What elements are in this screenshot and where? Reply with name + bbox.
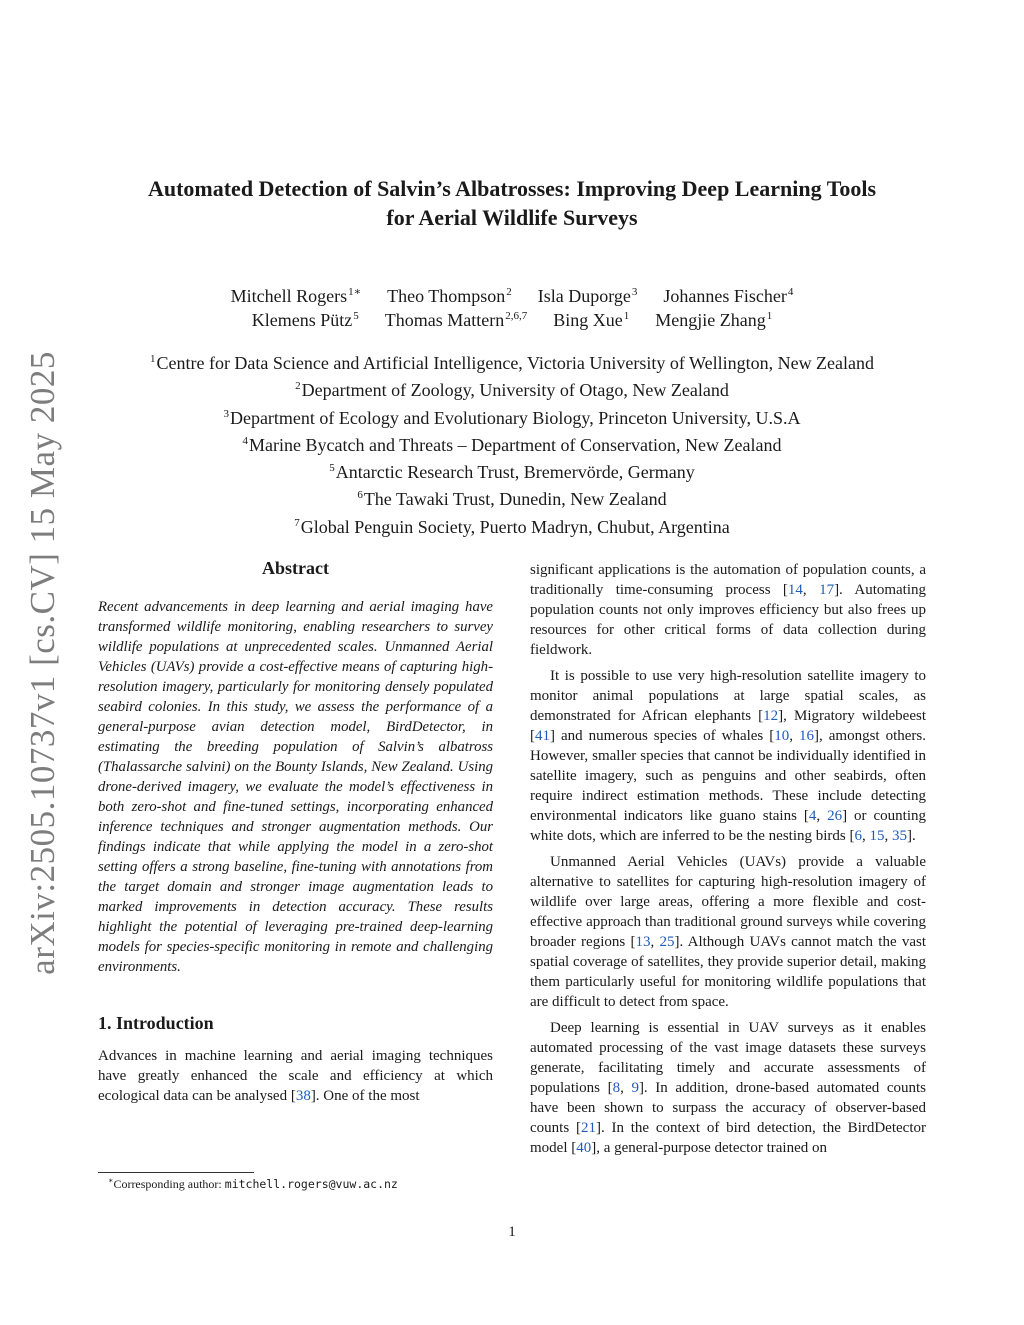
author-row-1 bbox=[60, 280, 964, 304]
paper-title bbox=[60, 174, 964, 232]
citation-link[interactable]: 26 bbox=[827, 808, 843, 824]
citation-link[interactable]: 40 bbox=[576, 1140, 592, 1156]
citation-link[interactable]: 12 bbox=[763, 708, 779, 724]
affiliation: $^3$Department of Ecology and Evolutionary Biology, Princeton University, U.S.A bbox=[223, 407, 801, 428]
author: Bing Xue$^1$ bbox=[553, 310, 630, 330]
author: Isla Duporge$^3$ bbox=[537, 286, 638, 306]
author: Johannes Fischer$^4$ bbox=[663, 286, 794, 306]
author: Mitchell Rogers$^{1∗}$ bbox=[230, 286, 362, 306]
citation-link[interactable]: 16 bbox=[799, 728, 815, 744]
citation-link[interactable]: 21 bbox=[580, 1120, 596, 1136]
citation-link[interactable]: 35 bbox=[892, 828, 907, 844]
author: Mengjie Zhang$^1$ bbox=[655, 310, 773, 330]
left-column bbox=[98, 558, 493, 1112]
author: Theo Thompson$^2$ bbox=[387, 286, 512, 306]
author: Klemens Pütz$^5$ bbox=[251, 310, 359, 330]
body-paragraph: It is possible to use very high-resolution satellite imagery to monitor animal populations at large spatial scales, as demonstrated for African elephants [12], Migratory wildebeest [41] and numerous species of whales [10, 16], amongst others. However, smaller species that cannot be individually identified in satellite imagery, such as penguins and other seabirds, often require indirect estimation methods. These include detecting environmental indicators like guano stains [4, 26] or counting white dots, which are inferred to be the nesting birds [6, 15, 35]. bbox=[530, 668, 927, 844]
author-row-2 bbox=[60, 304, 964, 328]
section-heading-introduction: 1. Introduction bbox=[98, 1013, 214, 1033]
affiliation: $^7$Global Penguin Society, Puerto Madryn, Chubut, Argentina bbox=[294, 516, 730, 537]
author-list bbox=[60, 280, 964, 328]
author: Thomas Mattern$^{2,6,7}$ bbox=[384, 310, 528, 330]
intro-paragraph: Advances in machine learning and aerial imaging techniques have greatly enhanced the scale and efficiency at which ecological data can be analysed [38]. One of the most bbox=[98, 1048, 493, 1104]
arxiv-stamp-text: arXiv:2505.10737v1 [cs.CV] 15 May 2025 bbox=[23, 351, 62, 975]
citation-link[interactable]: 4 bbox=[808, 808, 817, 824]
citation-link[interactable]: 41 bbox=[535, 728, 550, 744]
affiliation: $^5$Antarctic Research Trust, Bremervörde, Germany bbox=[329, 462, 695, 483]
body-paragraph: significant applications is the automation of population counts, a traditionally time-consuming process [14, 17]. Automating population counts not only improves efficiency but also frees up resources for other critical forms of data collection during fieldwork. bbox=[530, 562, 927, 658]
abstract-text: Recent advancements in deep learning and aerial imaging have transformed wildlife monitoring, enabling researchers to survey wildlife populations at unprecedented scales. Unmanned Aerial Vehicles (UAVs) provide a cost-effective means of capturing high-resolution imagery, particularly for monitoring densely populated seabird colonies. In this study, we assess the performance of a general-purpose avian detection model, BirdDetector, in estimating the breeding population of Salvin’s albatross (Thalassarche salvini) on the Bounty Islands, New Zealand. Using drone-derived imagery, we evaluate the model’s effectiveness in both zero-shot and fine-tuned settings, incorporating enhanced inference techniques and stronger augmentation methods. Our findings indicate that while applying the model in a zero-shot setting offers a strong baseline, fine-tuning with annotations from the target domain and stronger image augmentation leads to marked improvements in detection accuracy. These results highlight the potential of leveraging pre-trained deep-learning models for species-specific monitoring in remote and challenging environments. bbox=[98, 599, 493, 975]
citation-link[interactable]: 14 bbox=[787, 582, 803, 598]
citation-link[interactable]: 13 bbox=[635, 934, 651, 950]
affiliation: $^2$Department of Zoology, University of Otago, New Zealand bbox=[295, 380, 729, 401]
page-number: 1 bbox=[508, 1224, 516, 1240]
citation-link[interactable]: 9 bbox=[631, 1080, 639, 1096]
title-line-2: for Aerial Wildlife Surveys bbox=[386, 205, 638, 230]
body-paragraph: Unmanned Aerial Vehicles (UAVs) provide a valuable alternative to satellites for capturing high-resolution imagery of wildlife over large areas, offering a more flexible and cost-effective approach than traditional ground surveys while covering broader regions [13, 25]. Although UAVs cannot match the vast spatial coverage of satellites, they provide superior detail, making them particularly useful for monitoring wildlife populations that are difficult to detect from space. bbox=[530, 854, 927, 1010]
citation-link[interactable]: 15 bbox=[869, 828, 885, 844]
title-line-1: Automated Detection of Salvin’s Albatrosses: Improving Deep Learning Tools bbox=[147, 176, 877, 201]
citation-link[interactable]: 25 bbox=[659, 934, 675, 950]
abstract-heading: Abstract bbox=[262, 558, 329, 578]
citation-link[interactable]: 17 bbox=[819, 582, 835, 598]
citation-link[interactable]: 38 bbox=[295, 1088, 311, 1104]
citation-link[interactable]: 8 bbox=[612, 1080, 621, 1096]
citation-link[interactable]: 6 bbox=[854, 828, 862, 844]
right-column bbox=[530, 560, 926, 1164]
affiliation-list bbox=[60, 348, 964, 539]
affiliation: $^4$Marine Bycatch and Threats – Department of Conservation, New Zealand bbox=[242, 434, 782, 455]
body-paragraph: Deep learning is essential in UAV surveys as it enables automated processing of the vast image datasets these surveys generate, facilitating timely and accurate assessments of populations [8, 9]. In addition, drone-based automated counts have been shown to surpass the accuracy of observer-based counts [21]. In the context of bird detection, the BirdDetector model [40], a general-purpose detector trained on bbox=[530, 1020, 926, 1156]
footnote: ∗Corresponding author: mitchell.rogers@vuw.ac.nz bbox=[108, 1176, 398, 1191]
affiliation: $^1$Centre for Data Science and Artificial Intelligence, Victoria University of Wellington, New Zealand bbox=[149, 353, 875, 373]
footnote-rule bbox=[98, 1172, 254, 1173]
author-email-link[interactable]: mitchell.rogers@vuw.ac.nz bbox=[224, 1177, 398, 1191]
affiliation: $^6$The Tawaki Trust, Dunedin, New Zealand bbox=[357, 489, 667, 510]
citation-link[interactable]: 10 bbox=[774, 728, 790, 744]
